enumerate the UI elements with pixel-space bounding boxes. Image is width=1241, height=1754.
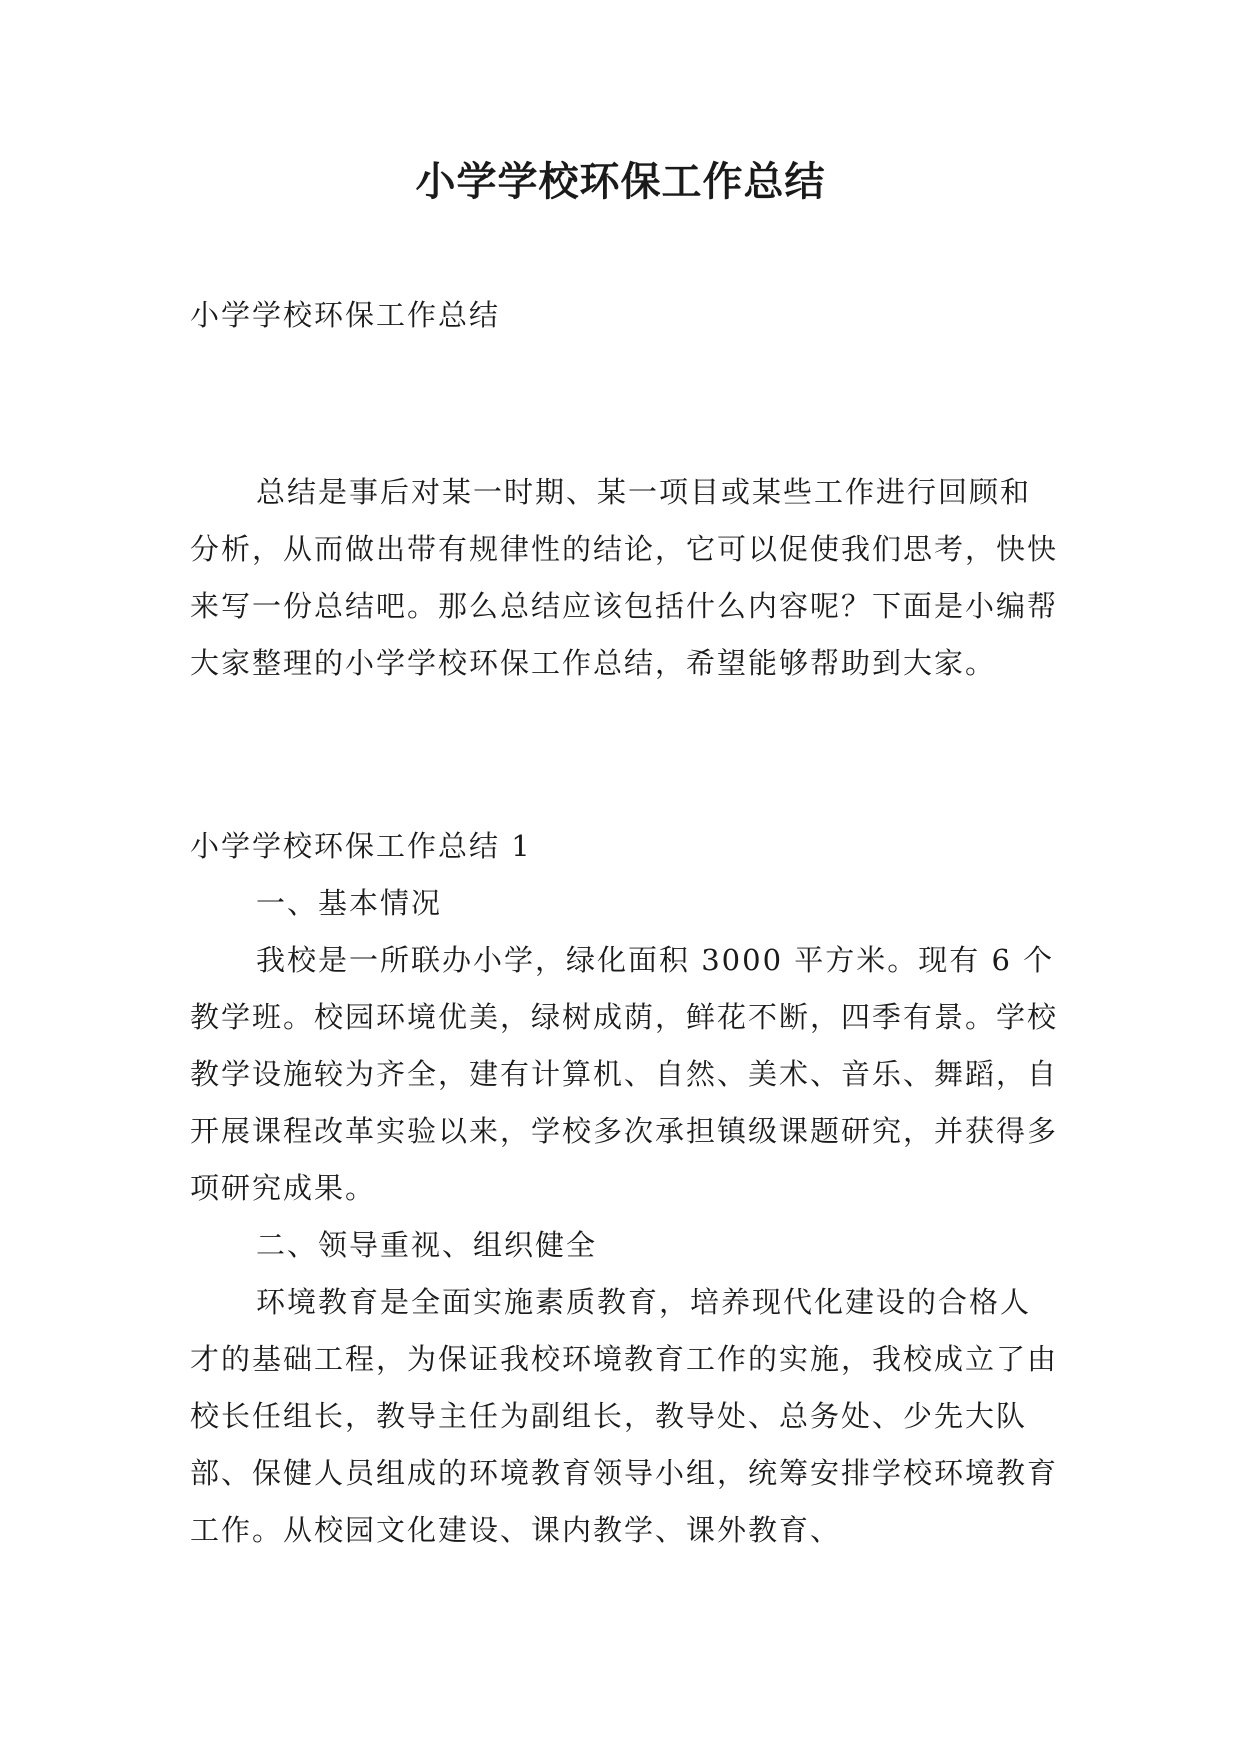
document-subtitle: [190, 287, 1060, 344]
intro-section: [190, 464, 1060, 692]
document-title: 小学学校环保工作总结: [415, 158, 826, 205]
paragraph-basic-situation: 我校是一所联办小学，绿化面积 3000 平方米。现有 6 个教学班。校园环境优美，绿树成荫，鲜花不断，四季有景。学校教学设施较为齐全，建有计算机、自然、美术、音乐、舞蹈，自开展课程改革实验以来，学校多次承担镇级课题研究，并获得多项研究成果。: [190, 943, 1059, 1205]
subtitle-text: 小学学校环保工作总结: [190, 298, 501, 332]
section-title: 小学学校环保工作总结 1: [190, 829, 532, 863]
intro-paragraph: 总结是事后对某一时期、某一项目或某些工作进行回顾和分析，从而做出带有规律性的结论，它可以促使我们思考，快快来写一份总结吧。那么总结应该包括什么内容呢？下面是小编帮大家整理的小学学校环保工作总结，希望能够帮助到大家。: [190, 475, 1059, 680]
heading-basic-situation: 一、基本情况: [256, 886, 443, 920]
heading-leadership: 二、领导重视、组织健全: [256, 1228, 598, 1262]
paragraph-leadership: 环境教育是全面实施素质教育，培养现代化建设的合格人才的基础工程，为保证我校环境教育工作的实施，我校成立了由校长任组长，教导主任为副组长，教导处、总务处、少先大队部、保健人员组成的环境教育领导小组，统筹安排学校环境教育工作。从校园文化建设、课内教学、课外教育、: [190, 1285, 1059, 1547]
summary-section-1: [190, 818, 1060, 1559]
